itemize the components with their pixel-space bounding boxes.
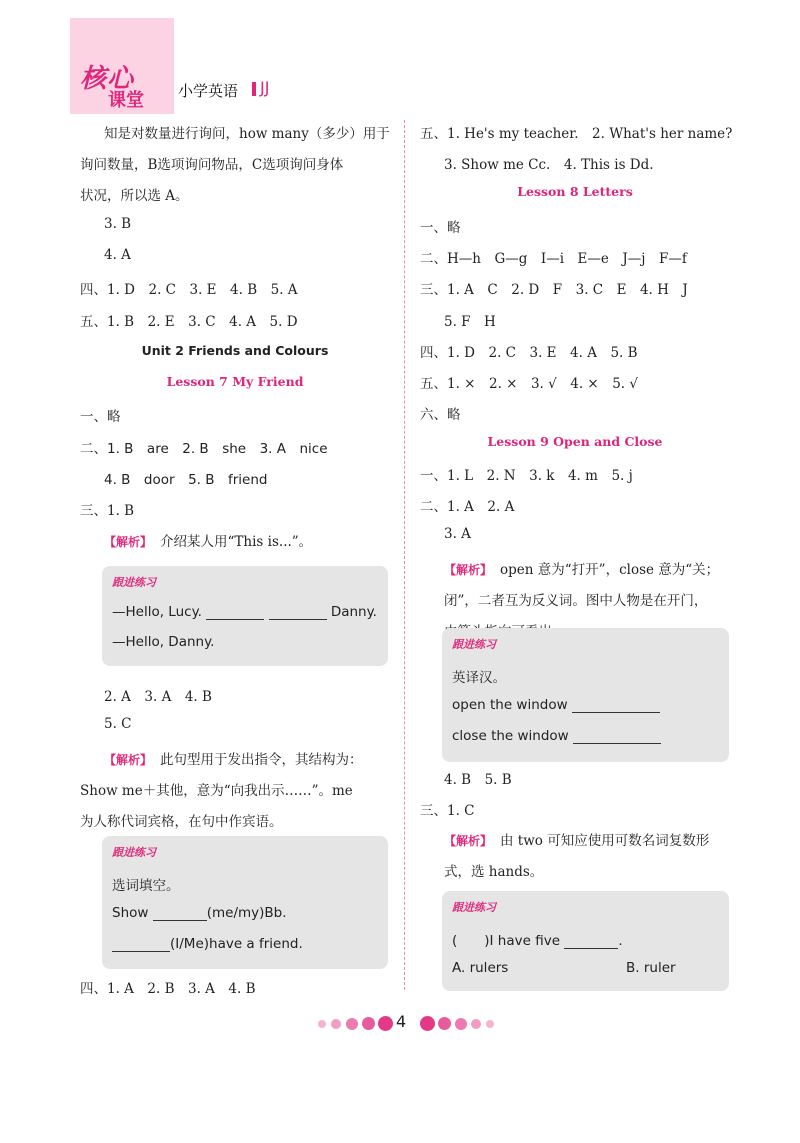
answer-blank[interactable] xyxy=(206,619,264,620)
lesson-title: Lesson 9 Open and Close xyxy=(487,434,663,449)
answer-blank[interactable] xyxy=(573,743,661,744)
lesson-title: Lesson 7 My Friend xyxy=(166,374,304,389)
answer-line: 五、1. B 2. E 3. C 4. A 5. D xyxy=(80,314,298,330)
column-divider xyxy=(404,120,405,990)
decor-dot xyxy=(378,1016,393,1031)
analysis-line: 闭”，二者互为反义词。图中人物是在开门， xyxy=(444,593,708,609)
decor-dot xyxy=(362,1017,375,1030)
answer-line: 3. A xyxy=(444,526,471,542)
decor-dot xyxy=(471,1019,481,1029)
answer-line: 五、1. × 2. × 3. √ 4. × 5. √ xyxy=(420,376,638,392)
practice-box xyxy=(442,891,729,991)
analysis-line xyxy=(444,829,709,849)
answer-line: 一、略 xyxy=(420,220,461,236)
lesson-title: Lesson 8 Letters xyxy=(517,184,633,199)
answer-line: 一、1. L 2. N 3. k 4. m 5. j xyxy=(420,468,633,484)
answer-blank[interactable] xyxy=(564,948,618,949)
practice-title: 跟进练习 xyxy=(452,901,496,914)
title-separator xyxy=(252,82,256,96)
decor-dot xyxy=(438,1017,451,1030)
analysis-label: 【解析】 xyxy=(444,834,493,848)
practice-line: open the window xyxy=(452,697,660,713)
analysis-line: Show me＋其他，意为“向我出示……”。me xyxy=(80,783,353,799)
answer-line: 4. B door 5. B friend xyxy=(104,472,268,488)
text-line: 知是对数量进行询问，how many（多少）用于 xyxy=(104,126,390,142)
answer-line: 三、1. C xyxy=(420,803,475,819)
book-title: 小学英语 xyxy=(178,82,239,100)
decor-dot xyxy=(486,1020,494,1028)
decor-dot xyxy=(420,1016,435,1031)
answer-line: 三、1. B xyxy=(80,503,135,519)
answer-line: 二、1. A 2. A xyxy=(420,499,515,515)
answer-line: 4. B 5. B xyxy=(444,772,512,788)
analysis-line xyxy=(444,558,719,578)
answer-line: 5. C xyxy=(104,716,132,732)
analysis-line: 式，选 hands。 xyxy=(444,864,544,880)
answer-line: 六、略 xyxy=(420,407,461,423)
answer-line: 4. A xyxy=(104,247,131,263)
practice-line: —Hello, Lucy. Danny. xyxy=(112,604,377,620)
answer-line: 5. F H xyxy=(444,314,496,330)
analysis-line: 为人称代词宾格，在句中作宾语。 xyxy=(80,814,283,830)
practice-instruction: 选词填空。 xyxy=(112,878,180,894)
unit-title: Unit 2 Friends and Colours xyxy=(141,343,329,358)
book-edition: JJ xyxy=(260,78,270,97)
analysis-text: 由 two 可知应使用可数名词复数形 xyxy=(500,833,710,849)
text-line: 询问数量，B选项询问物品，C选项询问身体 xyxy=(80,157,344,173)
answer-line: 四、1. A 2. B 3. A 4. B xyxy=(80,981,256,997)
practice-box xyxy=(442,628,729,762)
logo-text-top: 核心 xyxy=(80,64,135,94)
answer-line: 四、1. D 2. C 3. E 4. B 5. A xyxy=(80,282,298,298)
answer-blank[interactable] xyxy=(153,920,207,921)
practice-box xyxy=(102,836,388,969)
practice-line: —Hello, Danny. xyxy=(112,634,215,650)
answer-line: 四、1. D 2. C 3. E 4. A 5. B xyxy=(420,345,638,361)
answer-line: 3. B xyxy=(104,216,132,232)
practice-line: Show (me/my)Bb. xyxy=(112,905,287,921)
analysis-line xyxy=(104,530,312,550)
page-footer xyxy=(0,1012,800,1036)
answer-line: 五、1. He's my teacher. 2. What's her name? xyxy=(420,126,733,142)
practice-title: 跟进练习 xyxy=(112,846,156,859)
decor-dot xyxy=(318,1020,326,1028)
decor-dot xyxy=(331,1019,341,1029)
option-a[interactable]: A. rulers xyxy=(452,960,509,976)
logo-text-bottom: 课堂 xyxy=(108,90,144,111)
analysis-text: 介绍某人用“This is...”。 xyxy=(160,534,313,550)
practice-line: close the window xyxy=(452,728,661,744)
practice-box xyxy=(102,566,388,666)
answer-line: 一、略 xyxy=(80,409,121,425)
answer-blank[interactable] xyxy=(112,951,170,952)
practice-title: 跟进练习 xyxy=(112,576,156,589)
decor-dot xyxy=(455,1018,467,1030)
analysis-line xyxy=(104,748,363,768)
analysis-label: 【解析】 xyxy=(104,753,153,767)
analysis-text: open 意为“打开”，close 意为“关； xyxy=(500,562,720,578)
practice-instruction: 英译汉。 xyxy=(452,670,506,686)
page-header xyxy=(70,14,370,114)
answer-line: 三、1. A C 2. D F 3. C E 4. H J xyxy=(420,282,688,298)
answer-blank[interactable] xyxy=(572,712,660,713)
text-line: 状况，所以选 A。 xyxy=(80,188,189,204)
analysis-label: 【解析】 xyxy=(444,563,493,577)
decor-dot xyxy=(346,1018,358,1030)
answer-line: 二、H—h G—g I—i E—e J—j F—f xyxy=(420,251,687,267)
analysis-label: 【解析】 xyxy=(104,535,153,549)
practice-title: 跟进练习 xyxy=(452,638,496,651)
option-b[interactable]: B. ruler xyxy=(626,960,676,976)
answer-line: 3. Show me Cc. 4. This is Dd. xyxy=(444,157,654,173)
analysis-text: 此句型用于发出指令，其结构为： xyxy=(160,752,363,768)
practice-line: (I/Me)have a friend. xyxy=(112,936,303,952)
page-number: 4 xyxy=(396,1012,407,1031)
answer-line: 2. A 3. A 4. B xyxy=(104,689,212,705)
practice-line: ( )I have five . xyxy=(452,933,623,949)
answer-blank[interactable] xyxy=(269,619,327,620)
answer-line: 二、1. B are 2. B she 3. A nice xyxy=(80,441,328,457)
